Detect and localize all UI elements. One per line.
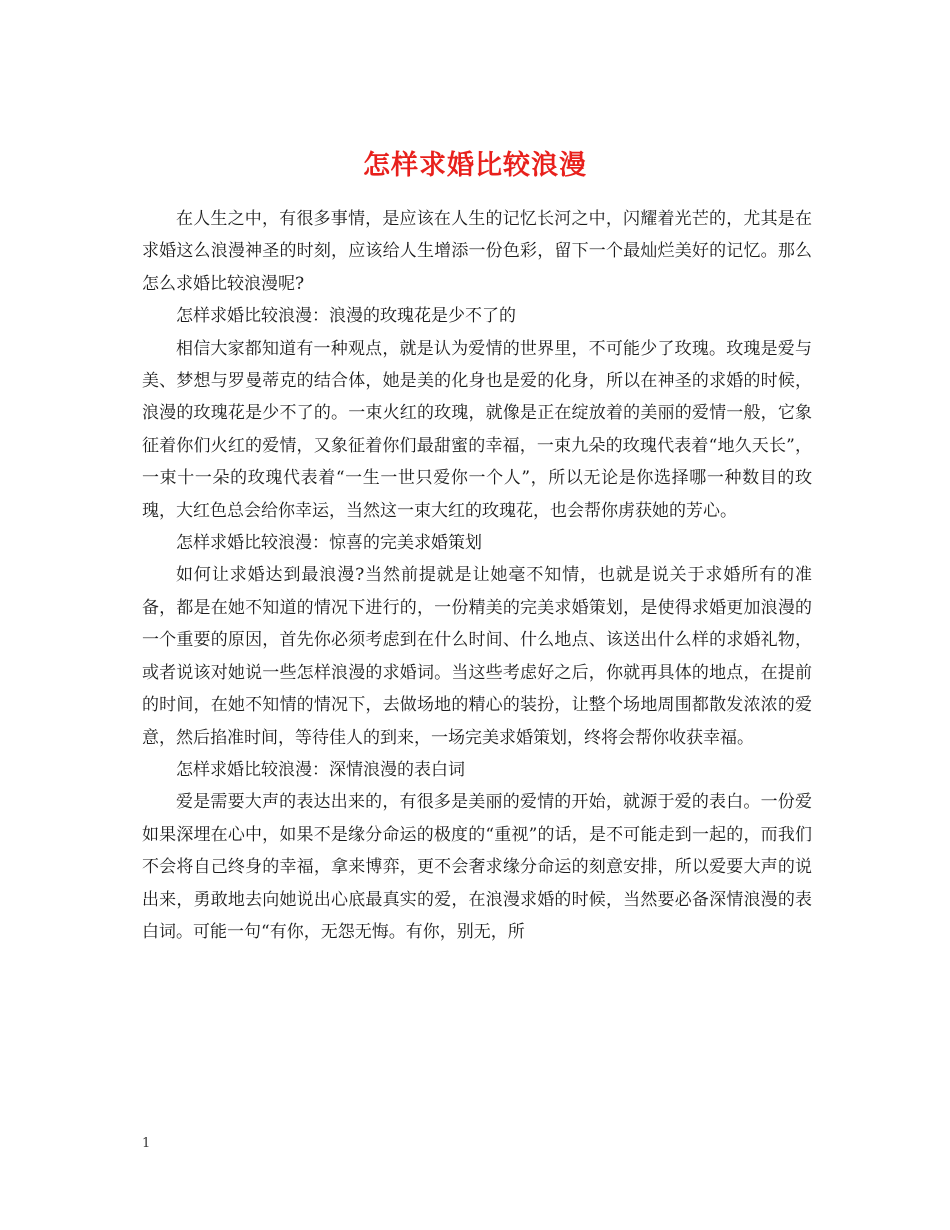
section-heading-confession: 怎样求婚比较浪漫：深情浪漫的表白词: [176, 759, 465, 780]
page-number: 1: [142, 1136, 151, 1151]
roses-paragraph: 相信大家都知道有一种观点，就是认为爱情的世界里，不可能少了玫瑰。玫瑰是爱与美、梦想与罗曼蒂克的结合体，她是美的化身也是爱的化身，所以在神圣的求婚的时候，浪漫的玫瑰花是少不了的。一束火红的玫瑰，就像是正在绽放着的美丽的爱情一般，它象征着你们火红的爱情，又象征着你们最甜蜜的幸福，一束九朵的玫瑰代表着“地久天长”，一束十一朵的玫瑰代表着“一生一世只爱你一个人”，所以无论是你选择哪一种数目的玫瑰，大红色总会给你幸运，当然这一束大红的玫瑰花，也会帮你虏获她的芳心。: [142, 338, 812, 521]
confession-paragraph: 爱是需要大声的表达出来的，有很多是美丽的爱情的开始，就源于爱的表白。一份爱如果深埋在心中，如果不是缘分命运的极度的“重视”的话，是不可能走到一起的，而我们不会将自己终身的幸福，拿来博弈，更不会奢求缘分命运的刻意安排，所以爱要大声的说出来，勇敢地去向她说出心底最真实的爱，在浪漫求婚的时候，当然要必备深情浪漫的表白词。可能一句“有你，无怨无悔。有你，别无，所: [142, 792, 812, 942]
planning-paragraph: 如何让求婚达到最浪漫?当然前提就是让她毫不知情，也就是说关于求婚所有的准备，都是在她不知道的情况下进行的，一份精美的完美求婚策划，是使得求婚更加浪漫的一个重要的原因，首先你必须考虑到在什么时间、什么地点、该送出什么样的求婚礼物，或者说该对她说一些怎样浪漫的求婚词。当这些考虑好之后，你就再具体的地点，在提前的时间，在她不知情的情况下，去做场地的精心的装扮，让整个场地周围都散发浓浓的爱意，然后掐准时间，等待佳人的到来，一场完美求婚策划，终将会帮你收获幸福。: [142, 565, 812, 748]
intro-paragraph: 在人生之中，有很多事情，是应该在人生的记忆长河之中，闪耀着光芒的，尤其是在求婚这么浪漫神圣的时刻，应该给人生增添一份色彩，留下一个最灿烂美好的记忆。那么怎么求婚比较浪漫呢?: [142, 209, 812, 294]
section-heading-roses: 怎样求婚比较浪漫：浪漫的玫瑰花是少不了的: [176, 306, 516, 327]
document-title: 怎样求婚比较浪漫: [363, 150, 587, 182]
document-body: [142, 203, 812, 948]
section-heading-planning: 怎样求婚比较浪漫：惊喜的完美求婚策划: [176, 533, 482, 554]
